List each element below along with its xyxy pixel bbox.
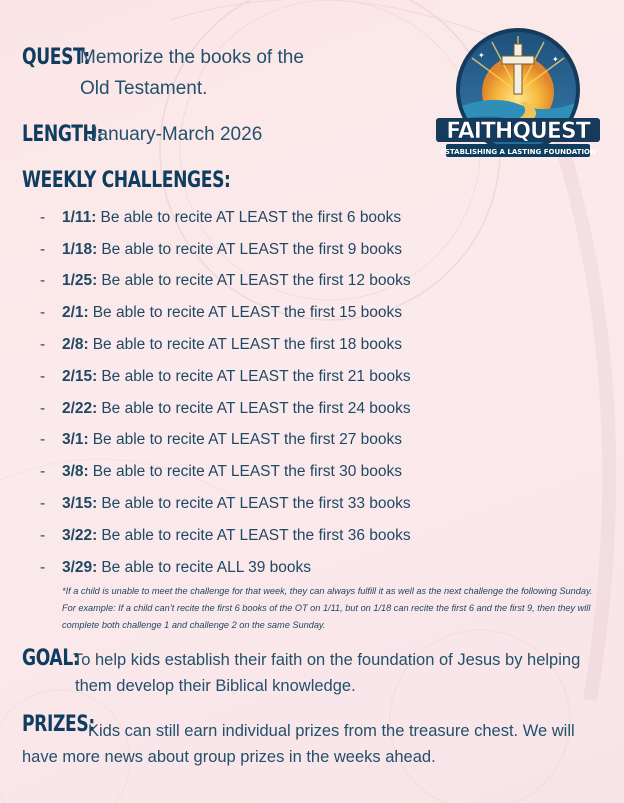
- challenge-footnote: *If a child is unable to meet the challenge for that week, they can always fulfill it as well as the next challenge the following Sunday. For example: If a child can’t recite the first 6 books of the OT on 1/11, but on 1/18 can recite the first 6 and the first 9, then they will complete both challenge 1 and challenge 2 on the same Sunday.: [62, 586, 593, 630]
- svg-text:✦: ✦: [478, 51, 485, 60]
- challenge-item: - 2/8: Be able to recite AT LEAST the first 18 books: [40, 336, 403, 354]
- weekly-challenges-heading: WEEKLY CHALLENGES:: [22, 168, 231, 193]
- challenge-text: Be able to recite AT LEAST the first 9 books: [101, 240, 403, 258]
- challenge-item: - 1/25: Be able to recite AT LEAST the first 12 books: [40, 272, 411, 290]
- quest-label: QUEST:: [22, 45, 90, 70]
- logo-title: FAITHQUEST: [446, 119, 590, 144]
- challenge-item: - 1/11: Be able to recite AT LEAST the first 6 books: [40, 208, 402, 226]
- goal-text-line2: them develop their Biblical knowledge.: [75, 677, 356, 695]
- challenge-list: [40, 202, 411, 584]
- quest-text-line1: Memorize the books of the: [80, 47, 304, 68]
- length-section: [22, 122, 263, 147]
- challenge-text: Be able to recite AT LEAST the first 30 books: [92, 463, 403, 481]
- challenge-item: - 3/1: Be able to recite AT LEAST the first 27 books: [40, 431, 403, 449]
- challenge-date: 3/29:: [62, 558, 98, 576]
- faithquest-logo: [432, 28, 604, 168]
- challenge-item: - 3/29: Be able to recite ALL 39 books: [40, 558, 312, 576]
- challenge-text: Be able to recite AT LEAST the first 15 books: [92, 304, 403, 322]
- challenge-text: Be able to recite ALL 39 books: [101, 558, 312, 576]
- challenge-date: 3/15:: [62, 495, 98, 513]
- challenge-item: - 2/22: Be able to recite AT LEAST the first 24 books: [40, 399, 411, 417]
- goal-label: GOAL:: [22, 646, 80, 671]
- prizes-label: PRIZES:: [22, 712, 95, 737]
- challenge-date: 3/1:: [62, 431, 89, 449]
- challenge-item: - 3/8: Be able to recite AT LEAST the first 30 books: [40, 463, 403, 481]
- challenge-date: 3/8:: [62, 463, 89, 481]
- challenge-item: - 3/22: Be able to recite AT LEAST the first 36 books: [40, 526, 411, 544]
- challenge-text: Be able to recite AT LEAST the first 24 books: [101, 399, 411, 417]
- weekly-challenges-section: [22, 168, 289, 193]
- challenge-item: - 2/1: Be able to recite AT LEAST the first 15 books: [40, 304, 403, 322]
- length-label: LENGTH:: [22, 122, 104, 147]
- goal-text-line1: To help kids establish their faith on the foundation of Jesus by helping: [73, 651, 581, 669]
- challenge-date: 2/22:: [62, 399, 98, 417]
- challenge-date: 2/8:: [62, 336, 89, 354]
- challenge-date: 3/22:: [62, 526, 98, 544]
- challenge-text: Be able to recite AT LEAST the first 21 books: [101, 367, 411, 385]
- challenge-item: - 3/15: Be able to recite AT LEAST the first 33 books: [40, 495, 411, 513]
- challenge-text: Be able to recite AT LEAST the first 18 books: [92, 336, 403, 354]
- challenge-date: 1/11:: [62, 208, 97, 226]
- challenge-date: 1/18:: [62, 240, 98, 258]
- goal-section: [22, 646, 581, 695]
- prizes-text: Kids can still earn individual prizes from the treasure chest. We will have more news about group prizes in the weeks ahead.: [22, 722, 575, 766]
- challenge-text: Be able to recite AT LEAST the first 36 books: [101, 526, 411, 544]
- svg-text:✦: ✦: [552, 55, 559, 64]
- challenge-text: Be able to recite AT LEAST the first 27 books: [92, 431, 403, 449]
- challenge-text: Be able to recite AT LEAST the first 12 books: [101, 272, 411, 290]
- challenge-text: Be able to recite AT LEAST the first 6 books: [100, 208, 402, 226]
- quest-section: [22, 45, 304, 99]
- challenge-date: 2/15:: [62, 367, 98, 385]
- challenge-item: - 1/18: Be able to recite AT LEAST the first 9 books: [40, 240, 403, 258]
- challenge-date: 2/1:: [62, 304, 89, 322]
- length-value: January-March 2026: [88, 124, 263, 145]
- challenge-text: Be able to recite AT LEAST the first 33 books: [101, 495, 411, 513]
- challenge-date: 1/25:: [62, 272, 98, 290]
- logo-subtitle: ESTABLISHING A LASTING FOUNDATION: [440, 148, 596, 156]
- quest-text-line2: Old Testament.: [80, 78, 208, 99]
- challenge-item: - 2/15: Be able to recite AT LEAST the first 21 books: [40, 367, 411, 385]
- prizes-section: [22, 712, 602, 766]
